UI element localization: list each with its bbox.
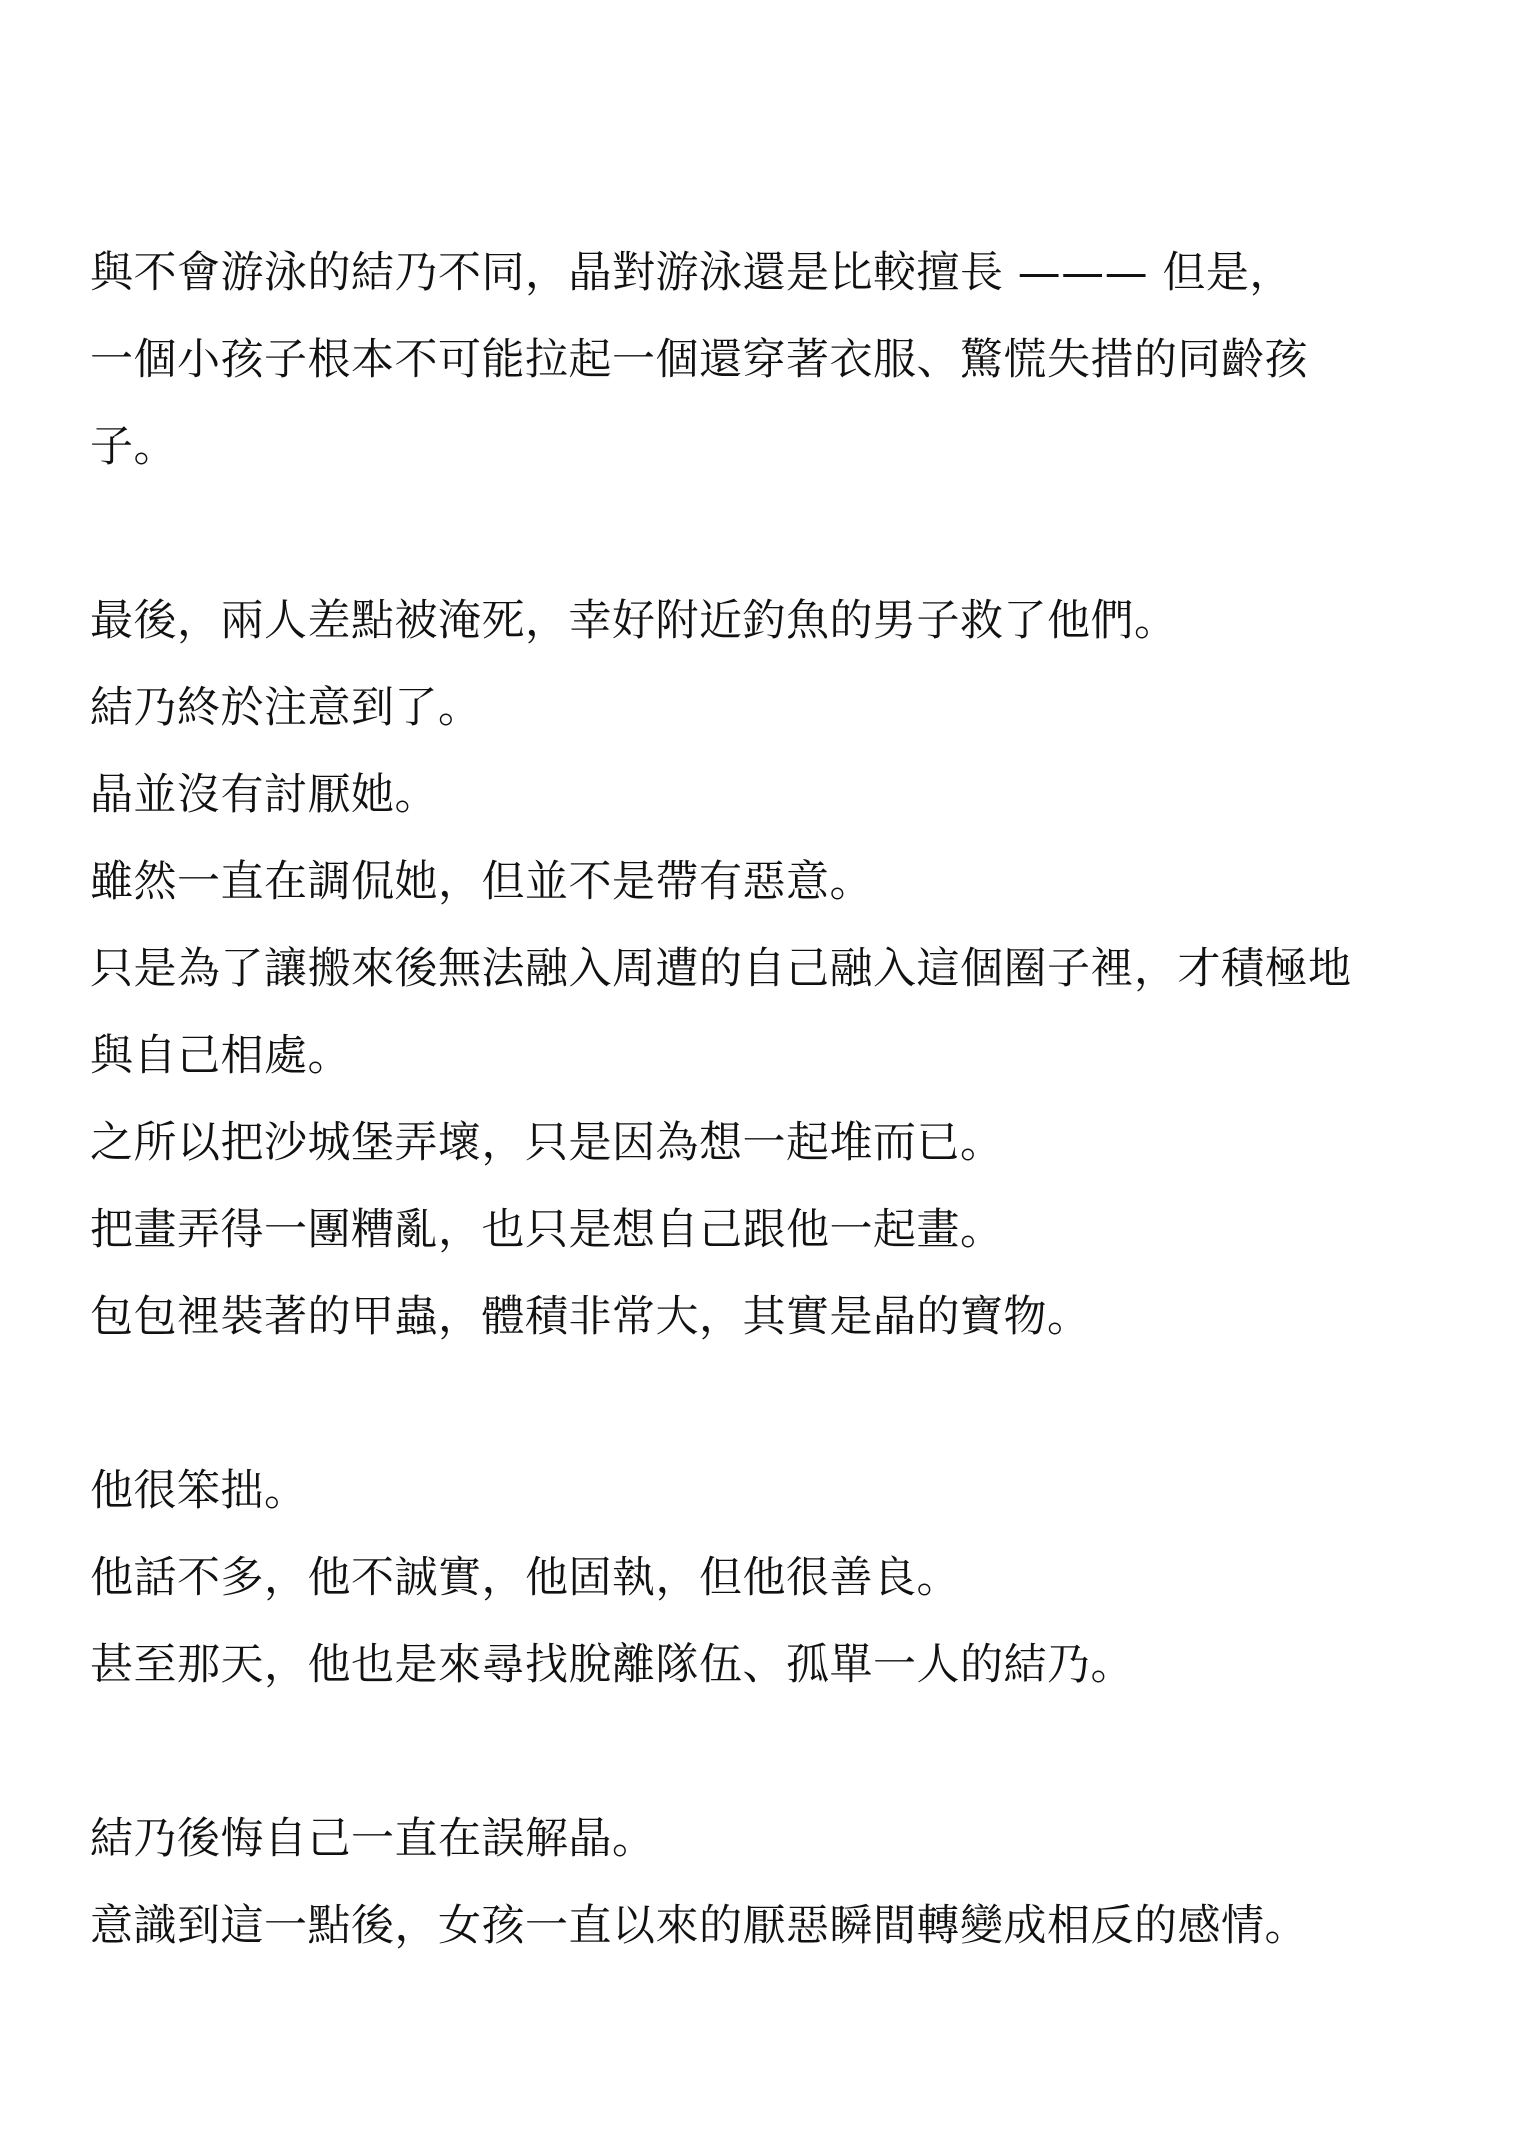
text-line: 一個小孩子根本不可能拉起一個還穿著衣服、驚慌失措的同齡孩 xyxy=(90,335,1308,385)
text-line: 把畫弄得一團糟亂，也只是想自己跟他一起畫。 xyxy=(90,1205,1004,1255)
text-line: 最後，兩人差點被淹死，幸好附近釣魚的男子救了他們。 xyxy=(90,596,1178,646)
paragraph-4 xyxy=(90,1796,1450,1970)
text-line: 他話不多，他不誠實，他固執，但他很善良。 xyxy=(90,1553,960,1603)
body-text xyxy=(90,230,1450,1970)
text-line: 晶並沒有討厭她。 xyxy=(90,770,438,820)
text-line: 結乃後悔自己一直在誤解晶。 xyxy=(90,1814,656,1864)
text-line: 與自己相處。 xyxy=(90,1031,351,1081)
paragraph-2 xyxy=(90,578,1450,1361)
text-line: 與不會游泳的結乃不同，晶對游泳還是比較擅長 ——— 但是， xyxy=(90,248,1293,298)
paragraph-3 xyxy=(90,1448,1450,1709)
text-line: 他很笨拙。 xyxy=(90,1466,308,1516)
text-line: 子。 xyxy=(90,422,177,472)
text-line: 結乃終於注意到了。 xyxy=(90,683,482,733)
text-line: 雖然一直在調侃她，但並不是帶有惡意。 xyxy=(90,857,873,907)
paragraph-1 xyxy=(90,230,1450,491)
text-line: 甚至那天，他也是來尋找脫離隊伍、孤單一人的結乃。 xyxy=(90,1640,1134,1690)
text-line: 包包裡裝著的甲蟲，體積非常大，其實是晶的寶物。 xyxy=(90,1292,1091,1342)
text-line: 只是為了讓搬來後無法融入周遭的自己融入這個圈子裡，才積極地 xyxy=(90,944,1352,994)
text-line: 意識到這一點後，女孩一直以來的厭惡瞬間轉變成相反的感情。 xyxy=(90,1901,1308,1951)
text-line: 之所以把沙城堡弄壞，只是因為想一起堆而已。 xyxy=(90,1118,1004,1168)
